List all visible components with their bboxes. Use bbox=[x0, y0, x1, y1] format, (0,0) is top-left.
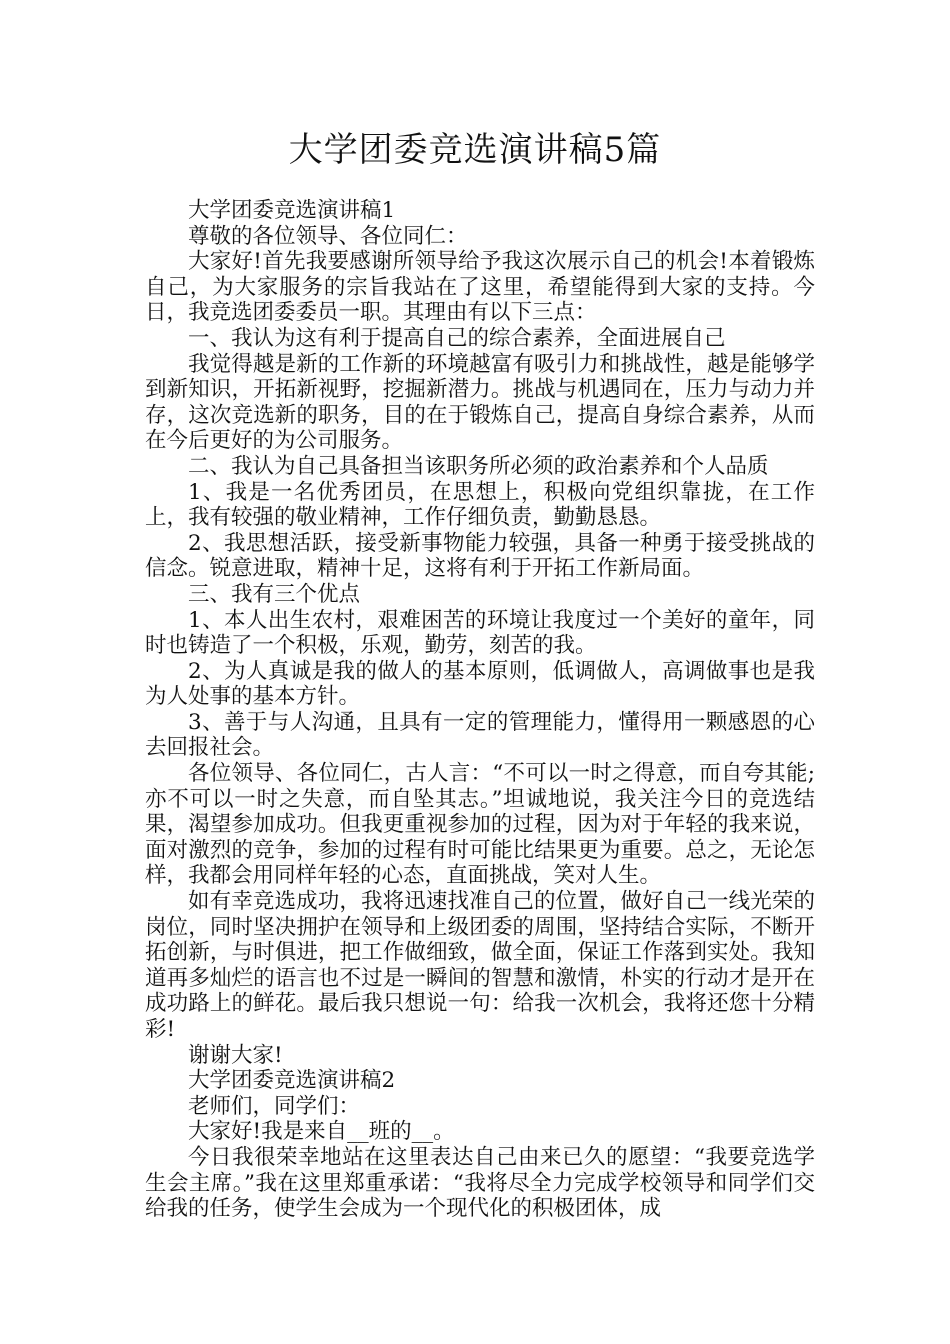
paragraph: 3、善于与人沟通，且具有一定的管理能力，懂得用一颗感恩的心去回报社会。 bbox=[145, 709, 815, 761]
salutation: 老师们，同学们： bbox=[188, 1093, 361, 1119]
paragraph: 如有幸竞选成功，我将迅速找准自己的位置，做好自己一线光荣的岗位，同时坚决拥护在领导和上级团委的周围，坚持结合实际，不断开拓创新，与时俱进，把工作做细致，做全面，保证工作落到实处。我知道再多灿烂的语言也不过是一瞬间的智慧和激情，朴实的行动才是开在成功路上的鲜花。最后我只想说一句：给我一次机会，我将还您十分精彩! bbox=[145, 889, 815, 1042]
document-title: 大学团委竞选演讲稿5篇 bbox=[288, 130, 662, 170]
salutation: 尊敬的各位领导、各位同仁： bbox=[188, 223, 468, 249]
point-heading: 一、我认为这有利于提高自己的综合素养，全面进展自己 bbox=[188, 325, 726, 351]
paragraph: 1、我是一名优秀团员，在思想上，积极向党组织靠拢，在工作上，我有较强的敬业精神，工作仔细负责，勤勤恳恳。 bbox=[145, 479, 815, 531]
point-heading: 三、我有三个优点 bbox=[188, 581, 361, 607]
paragraph: 我觉得越是新的工作新的环境越富有吸引力和挑战性，越是能够学到新知识，开拓新视野，挖掘新潜力。挑战与机遇同在，压力与动力并存，这次竞选新的职务，目的在于锻炼自己，提高自身综合素养，从而在今后更好的为公司服务。 bbox=[145, 351, 815, 454]
point-heading: 二、我认为自己具备担当该职务所必须的政治素养和个人品质 bbox=[188, 453, 769, 479]
paragraph: 大家好!我是来自__班的__。 bbox=[188, 1119, 455, 1145]
paragraph: 2、我思想活跃，接受新事物能力较强，具备一种勇于接受挑战的信念。锐意进取，精神十足，这将有利于开拓工作新局面。 bbox=[145, 530, 815, 582]
paragraph: 大家好!首先我要感谢所领导给予我这次展示自己的机会!本着锻炼自己，为大家服务的宗旨我站在了这里，希望能得到大家的支持。今日，我竞选团委委员一职。其理由有以下三点： bbox=[145, 249, 815, 326]
section-heading: 大学团委竞选演讲稿1 bbox=[188, 198, 396, 223]
paragraph: 1、本人出生农村，艰难困苦的环境让我度过一个美好的童年，同时也铸造了一个积极，乐观，勤劳，刻苦的我。 bbox=[145, 607, 815, 659]
paragraph: 2、为人真诚是我的做人的基本原则，低调做人，高调做事也是我为人处事的基本方针。 bbox=[145, 658, 815, 710]
paragraph: 各位领导、各位同仁，古人言：“不可以一时之得意，而自夸其能;亦不可以一时之失意，而自坠其志。”坦诚地说，我关注今日的竞选结果，渴望参加成功。但我更重视参加的过程，因为对于年轻的我来说，面对激烈的竞争，参加的过程有时可能比结果更为重要。总之，无论怎样，我都会用同样年轻的心态，直面挑战，笑对人生。 bbox=[145, 761, 815, 889]
section-heading: 大学团委竞选演讲稿2 bbox=[188, 1068, 396, 1094]
closing-line: 谢谢大家! bbox=[188, 1042, 283, 1068]
document-body bbox=[145, 198, 815, 1222]
paragraph: 今日我很荣幸地站在这里表达自己由来已久的愿望：“我要竞选学生会主席。”我在这里郑重承诺：“我将尽全力完成学校领导和同学们交给我的任务，使学生会成为一个现代化的积极团体，成 bbox=[145, 1144, 815, 1222]
